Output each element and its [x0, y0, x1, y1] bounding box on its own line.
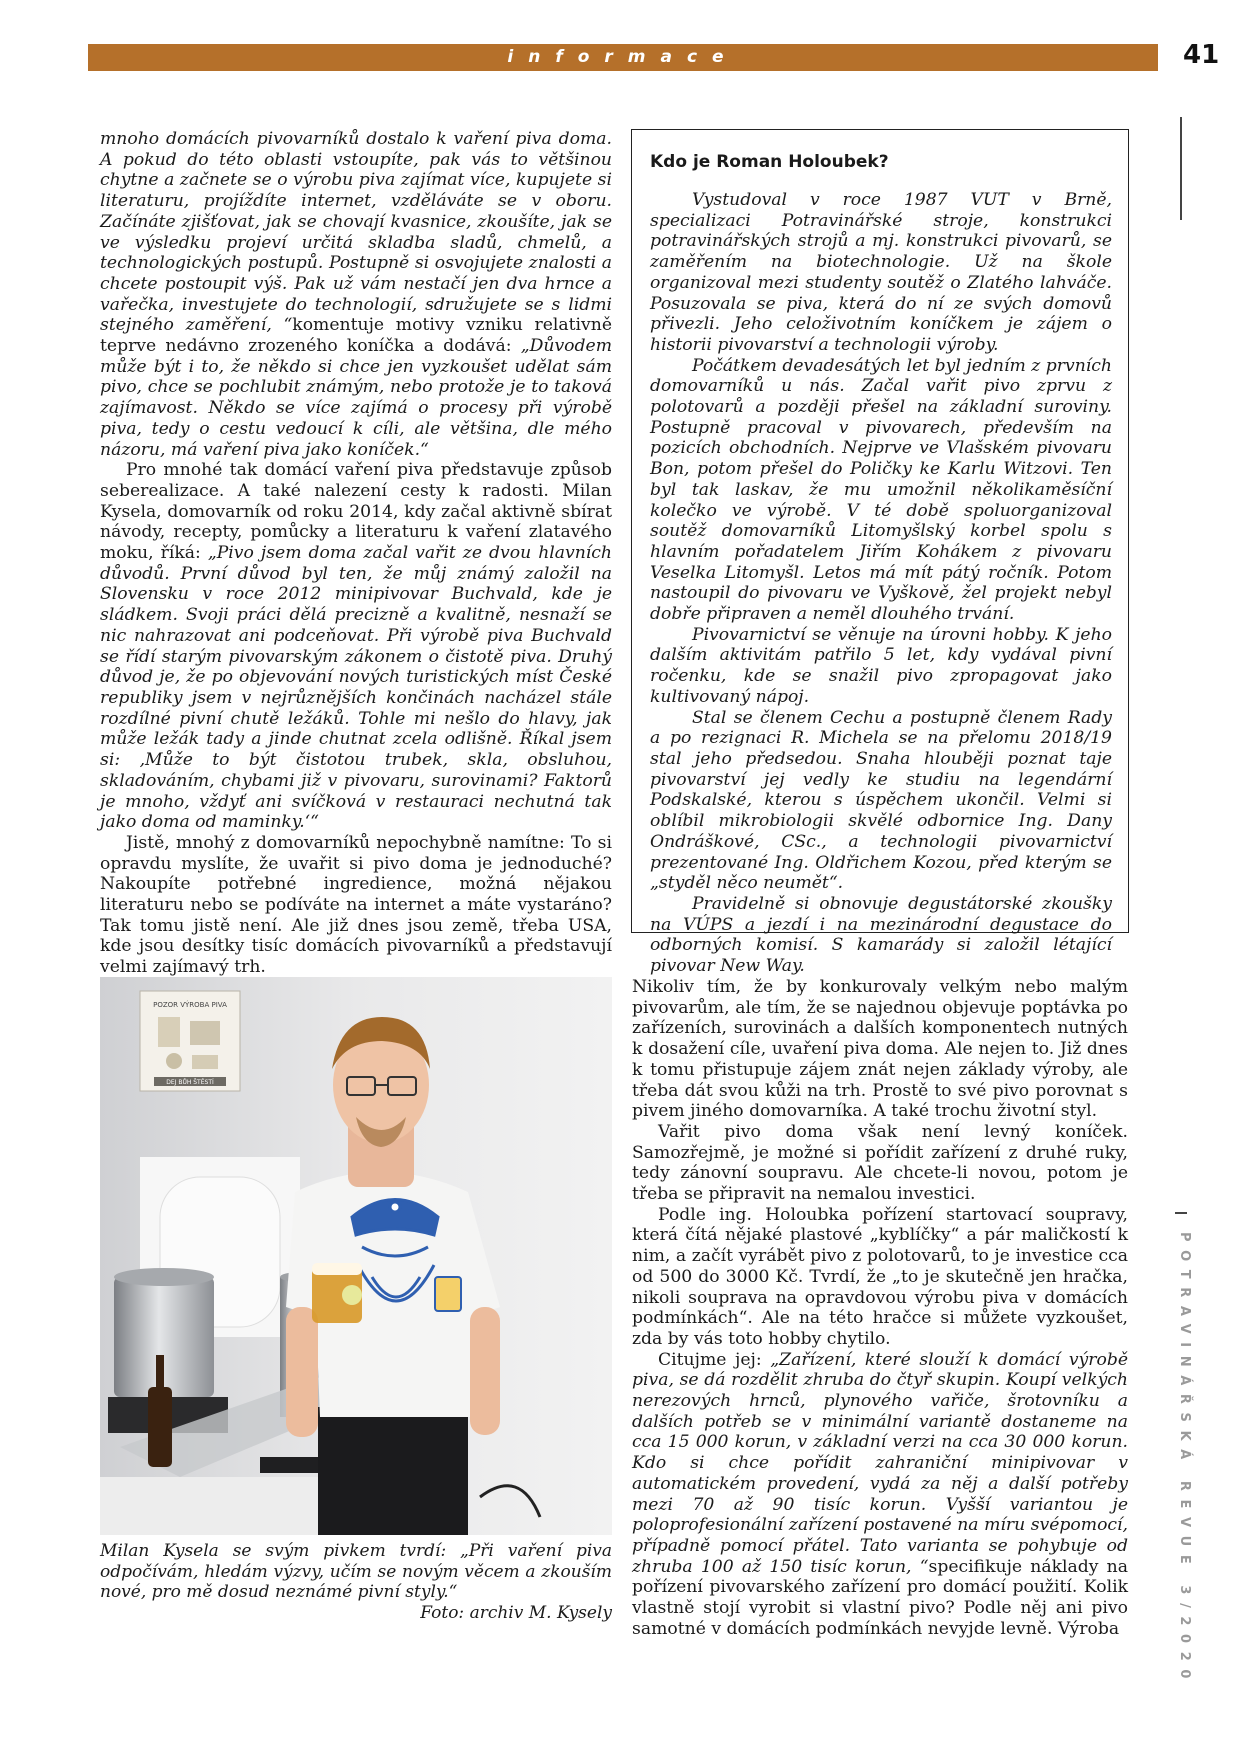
photo-credit: Foto: archiv M. Kysely [420, 1603, 612, 1624]
wall-poster [140, 991, 240, 1091]
right-text-column [632, 977, 1128, 1640]
section-header-bar [88, 44, 1158, 71]
page-number: 41 [1183, 40, 1220, 70]
sidebox-paragraph: Počátkem devadesátých let byl jedním z prvních domovarníků u nás. Začal vařit pivo zprvu z polotovarů a později přešel na základní suroviny. Postupně pracoval v pivovarech, především na pozicích obchodních. Nejprve ve Vlašském pivovaru Bon, potom přešel do Poličky ke Karlu Witzovi. Ten byl tak laskav, že mu umožnil několikaměsíční kolečko ve výrobě. V té době spoluorganizoval soutěž domovarníků Litomyšlský korbel spolu s hlavním pořadatelem Jiřím Kohákem z pivovaru Veselka Litomyšl. Letos má mít pátý ročník. Potom nastoupil do pivovaru ve Vyškově, žel projekt nebyl dobře připraven a neměl dlouhého trvání. [650, 355, 1112, 625]
journal-name-vertical: POTRAVINÁŘSKÁ REVUE 3/2020 [1177, 1232, 1192, 1687]
left-paragraph-1: mnoho domácích pivovarníků dostalo k vaření piva doma. A pokud do této oblasti vstoupíte, pak vás to většinou chytne a začnete se o výrobu piva zajímat více, kupujete si literaturu, projíždíte internet, vzděláváte se v oboru. Začínáte zjišťovat, jak se chovají kvasnice, zkoušíte, jak se ve výsledku projeví určitá skladba sladů, chmelů, a technologických postupů. Postupně si osvojujete znalosti a chcete postoupit výš. Pak už vám nestačí jen dva hrnce a vařečka, investujete do technologií, sdružujete se s lidmi stejného zaměření, “komentuje motivy vzniku relativně teprve nedávno zrozeného koníčka a dodává: „Důvodem může být i to, že někdo si chce jen vyzkoušet udělat sám pivo, chce se pochlubit známým, nebo protože je to taková zajímavost. Někdo se více zajímá o procesy při výrobě piva, tedy o cestu vedoucí k cíli, ale většina, dle mého názoru, má vaření piva jako koníček.“ [100, 129, 612, 460]
sidebox-paragraph: Pivovarnictví se věnuje na úrovni hobby. K jeho dalším aktivitám patřilo 5 let, kdy vydával pivní ročenku, kde se snažil pivo zpropagovat jako kultivovaný nápoj. [650, 624, 1112, 707]
right-paragraph-1: Nikoliv tím, že by konkurovaly velkým nebo malým pivovarům, ale tím, že se najednou objevuje poptávka po zařízeních, surovinách a dalších komponentech nutných k dosažení cíle, uvaření piva doma. Ale nejen to. Již dnes k tomu přistupuje zájem znát nejen základy výroby, ale třeba dát svou kůži na trh. Prostě to své pivo porovnat s pivem jiného domovarníka. A také trochu životní styl. [632, 977, 1128, 1122]
sidebox-paragraph: Stal se členem Cechu a postupně členem Rady a po rezignaci R. Michela se na přelomu 2018/19 stal jeho předsedou. Snaha hlouběji poznat taje pivovarství jej vedly ke studiu na legendární Podskalské, kterou s úspěchem ukončil. Velmi si oblíbil mikrobiologii skvělé odbornice Ing. Dany Ondráškové, CSc., a technologii pivovarnictví prezentované Ing. Oldřichem Kozou, před kterým se „styděl něco neumět“. [650, 707, 1112, 894]
sidebox-paragraph: Pravidelně si obnovuje degustátorské zkoušky na VÚPS a jezdí i na mezinárodní degustace do odborných komisí. S kamarády si založil létající pivovar New Way. [650, 893, 1112, 977]
margin-rule-mark [1175, 1212, 1187, 1214]
photo-caption [100, 1541, 612, 1624]
photo-illustration [100, 977, 612, 1535]
sidebox-title: Kdo je Roman Holoubek? [650, 152, 889, 172]
right-paragraph-2: Vařit pivo doma však není levný koníček. Samozřejmě, je možné si pořídit zařízení z druhé ruky, tedy zánovní soupravu. Ale chcete-li novou, potom je třeba se připravit na nemalou investici. [632, 1121, 1128, 1205]
homebrewer-photo [100, 977, 612, 1535]
left-text-column [100, 129, 612, 978]
svg-text:POZOR VÝROBA PIVA: POZOR VÝROBA PIVA [153, 1001, 227, 1009]
beer-mug [312, 1263, 362, 1323]
right-paragraph-3: Podle ing. Holoubka pořízení startovací soupravy, která čítá nějaké plastové „kyblíčky“ a pár maličkostí k nim, a začít vyrábět pivo z polotovarů, to je investice cca od 500 do 3000 Kč. Tvrdí, že „to je skutečně jen hračka, nikoli souprava na opravdovou výrobu piva v domácích podmínkách“. Ale na této hračce si můžete vyzkoušet, zda by vás toto hobby chytilo. [632, 1204, 1128, 1349]
margin-rule-top [1180, 117, 1182, 220]
profile-sidebox [631, 129, 1129, 977]
caption-text: Milan Kysela se svým pivkem tvrdí: „Při vaření piva odpočívám, hledám výzvy, učím se novým věcem a zkouším nové, pro mě dosud neznámé pivní styly.“ [100, 1541, 612, 1603]
left-paragraph-3: Jistě, mnohý z domovarníků nepochybně namítne: To si opravdu myslíte, že uvařit si pivo doma je jednoduché? Nakoupíte potřebné ingredience, možná nějakou literaturu nebo se podíváte na internet a máte vystaráno? Tak tomu jistě není. Ale již dnes jsou země, třeba USA, kde jsou desítky tisíc domácích pivovarníků a představují velmi zajímavý trh. [100, 832, 612, 978]
right-paragraph-4: Citujme jej: „Zařízení, které slouží k domácí výrobě piva, se dá rozdělit zhruba do čtyř skupin. Koupí velkých nerezových hrnců, plynového vařiče, šrotovníku a dalších potřeb se v minimální variantě dostaneme na cca 15 000 korun, v základní verzi na cca 30 000 korun. Kdo si chce pořídit zahraniční minipivovar v automatickém provedení, vydá za něj a další potřeby mezi 70 až 90 tisíc korun. Vyšší variantou je poloprofesionální zařízení postavené na míru svépomocí, případně pomocí přátel. Tato varianta se pohybuje od zhruba 100 až 150 tisíc korun, “specifikuje náklady na pořízení pivovarského zařízení pro domácí použití. Kolik vlastně stojí vyrobit si vlastní pivo? Podle něj ani pivo samotné v domácích podmínkách nevyjde levně. Výroba [632, 1349, 1128, 1639]
section-label: informace [507, 47, 739, 67]
svg-text:DEJ BŮH ŠTĚSTÍ: DEJ BŮH ŠTĚSTÍ [166, 1079, 214, 1086]
sidebox-paragraph: Vystudoval v roce 1987 VUT v Brně, specializaci Potravinářské stroje, konstrukci potravinářských strojů a mj. konstrukci pivovarů, se zaměřením na biotechnologie. Už na škole organizoval mezi studenty soutěž o Zlatého lahváče. Posuzovala se piva, která do ní ze svých domovů přivezli. Jeho celoživotním koníčkem je zájem o historii pivovarství a technologii výroby. [650, 190, 1112, 355]
left-paragraph-2: Pro mnohé tak domácí vaření piva představuje způsob seberealizace. A také nalezení cesty k radosti. Milan Kysela, domovarník od roku 2014, kdy začal aktivně sbírat návody, recepty, pomůcky a literaturu k vaření zlatavého moku, říká: „Pivo jsem doma začal vařit ze dvou hlavních důvodů. První důvod byl ten, že můj známý založil na Slovensku v roce 2012 minipivovar Buchvald, kde je sládkem. Svoji práci dělá precizně a kvalitně, nesnaží se nic nahrazovat ani podceňovat. Při výrobě piva Buchvald se řídí starým pivovarským zákonem o čistotě piva. Druhý důvod je, že po objevování nových turistických míst České republiky jsem v nejrůznějších končinách nacházel stále rozdílné pivní chutě ležáků. Tohle mi nešlo do hlavy, jak může ležák tady a jinde chutnat zcela odlišně. Říkal jsem si: ‚Může to být čistotou trubek, skla, obsluhou, skladováním, chybami již v pivovaru, surovinami? Faktorů je mnoho, vždyť ani svíčková v restauraci nechutná tak jako doma od maminky.‘“ [100, 460, 612, 833]
